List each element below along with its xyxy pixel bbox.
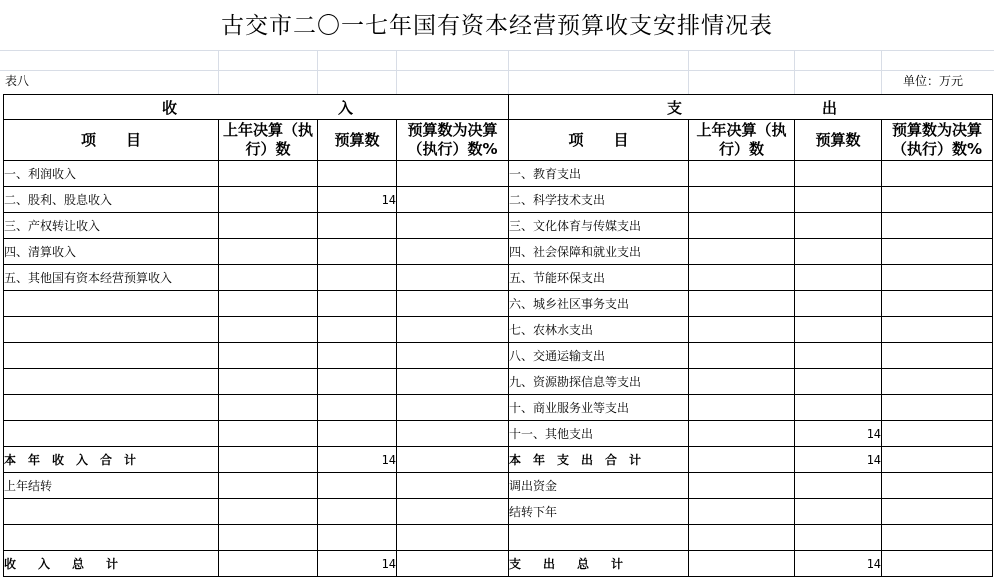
table-row — [4, 161, 993, 187]
expense-section-char: 支 — [667, 98, 683, 117]
income-ratio-cell[interactable] — [397, 265, 509, 291]
income-item-cell[interactable] — [4, 499, 219, 525]
section-header-row — [4, 95, 993, 120]
expense-ratio-header[interactable]: 预算数为决算（执行）数% — [882, 120, 993, 161]
expense-budget-cell[interactable]: 14 — [795, 551, 882, 577]
expense-item-cell[interactable]: 五、节能环保支出 — [509, 265, 689, 291]
expense-item-cell[interactable]: 四、社会保障和就业支出 — [509, 239, 689, 265]
expense-ratio-cell[interactable] — [882, 369, 993, 395]
income-budget-header[interactable]: 预算数 — [318, 120, 397, 161]
table-row — [4, 551, 993, 577]
income-item-header[interactable]: 项 目 — [4, 120, 219, 161]
expense-last-year-cell[interactable] — [689, 161, 795, 187]
gridline — [688, 50, 689, 94]
table-row — [4, 499, 993, 525]
income-item-cell[interactable] — [4, 421, 219, 447]
income-budget-cell[interactable]: 14 — [318, 551, 397, 577]
income-ratio-cell[interactable] — [397, 499, 509, 525]
income-budget-cell[interactable] — [318, 525, 397, 551]
expense-ratio-cell[interactable] — [882, 317, 993, 343]
expense-section-header[interactable] — [509, 95, 993, 120]
expense-ratio-cell[interactable] — [882, 187, 993, 213]
expense-last-year-cell[interactable] — [689, 317, 795, 343]
report-title: 古交市二〇一七年国有资本经营预算收支安排情况表 — [221, 13, 773, 39]
expense-last-year-cell[interactable] — [689, 369, 795, 395]
expense-budget-cell[interactable]: 14 — [795, 421, 882, 447]
expense-item-cell[interactable] — [509, 525, 689, 551]
expense-last-year-cell[interactable] — [689, 473, 795, 499]
income-item-cell[interactable] — [4, 317, 219, 343]
table-row — [4, 473, 993, 499]
expense-last-year-cell[interactable] — [689, 213, 795, 239]
expense-item-cell[interactable]: 一、教育支出 — [509, 161, 689, 187]
expense-last-year-cell[interactable] — [689, 551, 795, 577]
table-row — [4, 291, 993, 317]
income-budget-cell[interactable]: 14 — [318, 187, 397, 213]
expense-item-cell[interactable]: 调出资金 — [509, 473, 689, 499]
income-item-cell[interactable] — [4, 395, 219, 421]
expense-last-year-cell[interactable] — [689, 499, 795, 525]
income-budget-cell[interactable] — [318, 395, 397, 421]
income-last-year-cell[interactable] — [219, 473, 318, 499]
income-item-cell[interactable]: 二、股利、股息收入 — [4, 187, 219, 213]
expense-item-cell[interactable]: 六、城乡社区事务支出 — [509, 291, 689, 317]
expense-budget-cell[interactable] — [795, 291, 882, 317]
income-last-year-cell[interactable] — [219, 369, 318, 395]
gridline — [881, 50, 882, 94]
expense-budget-cell[interactable] — [795, 265, 882, 291]
expense-budget-cell[interactable] — [795, 395, 882, 421]
table-row — [4, 187, 993, 213]
table-number: 表八 — [5, 74, 30, 88]
expense-item-cell[interactable]: 支出总计 — [509, 551, 689, 577]
income-last-year-cell[interactable] — [219, 265, 318, 291]
expense-ratio-cell[interactable] — [882, 161, 993, 187]
expense-last-year-cell[interactable] — [689, 239, 795, 265]
unit-label: 单位：万元 — [903, 74, 964, 88]
income-item-cell[interactable]: 本年收入合计 — [4, 447, 219, 473]
expense-item-cell[interactable]: 本年支出合计 — [509, 447, 689, 473]
table-row — [4, 421, 993, 447]
gridline — [218, 50, 219, 94]
table-row — [4, 525, 993, 551]
gridline — [0, 50, 994, 51]
income-last-year-header[interactable]: 上年决算（执行）数 — [219, 120, 318, 161]
gridline — [396, 50, 397, 94]
income-budget-cell[interactable] — [318, 369, 397, 395]
income-ratio-cell[interactable] — [397, 187, 509, 213]
gridline — [508, 50, 509, 94]
income-last-year-cell[interactable] — [219, 525, 318, 551]
income-budget-cell[interactable] — [318, 213, 397, 239]
expense-item-cell[interactable]: 三、文化体育与传媒支出 — [509, 213, 689, 239]
income-ratio-cell[interactable] — [397, 447, 509, 473]
expense-ratio-cell[interactable] — [882, 499, 993, 525]
income-last-year-cell[interactable] — [219, 447, 318, 473]
expense-item-cell[interactable]: 七、农林水支出 — [509, 317, 689, 343]
expense-ratio-cell[interactable] — [882, 239, 993, 265]
income-ratio-cell[interactable] — [397, 291, 509, 317]
income-ratio-cell[interactable] — [397, 317, 509, 343]
expense-last-year-header[interactable]: 上年决算（执行）数 — [689, 120, 795, 161]
income-item-cell[interactable]: 三、产权转让收入 — [4, 213, 219, 239]
expense-budget-cell[interactable] — [795, 499, 882, 525]
expense-item-cell[interactable]: 十一、其他支出 — [509, 421, 689, 447]
expense-ratio-cell[interactable] — [882, 551, 993, 577]
income-item-cell[interactable]: 五、其他国有资本经营预算收入 — [4, 265, 219, 291]
expense-ratio-cell[interactable] — [882, 395, 993, 421]
gridline — [317, 50, 318, 94]
expense-section-label — [509, 97, 992, 118]
income-section-label — [4, 97, 508, 118]
income-budget-cell[interactable] — [318, 265, 397, 291]
income-budget-cell[interactable] — [318, 317, 397, 343]
income-item-cell[interactable] — [4, 369, 219, 395]
expense-item-header[interactable]: 项 目 — [509, 120, 689, 161]
income-ratio-cell[interactable] — [397, 473, 509, 499]
income-section-char: 入 — [338, 98, 354, 117]
expense-item-cell[interactable]: 八、交通运输支出 — [509, 343, 689, 369]
income-item-cell[interactable] — [4, 343, 219, 369]
income-item-cell[interactable]: 上年结转 — [4, 473, 219, 499]
table-row — [4, 369, 993, 395]
expense-ratio-cell[interactable] — [882, 291, 993, 317]
expense-item-cell[interactable]: 十、商业服务业等支出 — [509, 395, 689, 421]
income-ratio-header[interactable]: 预算数为决算（执行）数% — [397, 120, 509, 161]
table-row — [4, 239, 993, 265]
income-ratio-cell[interactable] — [397, 239, 509, 265]
expense-budget-cell[interactable] — [795, 473, 882, 499]
table-row — [4, 395, 993, 421]
income-ratio-cell[interactable] — [397, 525, 509, 551]
income-budget-cell[interactable] — [318, 421, 397, 447]
table-row — [4, 343, 993, 369]
income-last-year-cell[interactable] — [219, 291, 318, 317]
income-section-header[interactable] — [4, 95, 509, 120]
income-ratio-cell[interactable] — [397, 421, 509, 447]
income-last-year-cell[interactable] — [219, 499, 318, 525]
expense-item-cell[interactable]: 结转下年 — [509, 499, 689, 525]
expense-budget-cell[interactable] — [795, 213, 882, 239]
income-budget-cell[interactable] — [318, 239, 397, 265]
income-ratio-cell[interactable] — [397, 343, 509, 369]
income-ratio-cell[interactable] — [397, 551, 509, 577]
expense-last-year-cell[interactable] — [689, 265, 795, 291]
expense-item-cell[interactable]: 九、资源勘探信息等支出 — [509, 369, 689, 395]
expense-last-year-cell[interactable] — [689, 447, 795, 473]
income-budget-cell[interactable] — [318, 291, 397, 317]
expense-ratio-cell[interactable] — [882, 473, 993, 499]
income-item-cell[interactable]: 收入总计 — [4, 551, 219, 577]
table-row — [4, 447, 993, 473]
expense-last-year-cell[interactable] — [689, 421, 795, 447]
budget-table — [3, 94, 993, 577]
income-ratio-cell[interactable] — [397, 213, 509, 239]
expense-budget-cell[interactable] — [795, 343, 882, 369]
expense-last-year-cell[interactable] — [689, 291, 795, 317]
income-item-cell[interactable]: 一、利润收入 — [4, 161, 219, 187]
income-item-cell[interactable] — [4, 525, 219, 551]
income-item-cell[interactable]: 四、清算收入 — [4, 239, 219, 265]
income-last-year-cell[interactable] — [219, 317, 318, 343]
expense-ratio-cell[interactable] — [882, 447, 993, 473]
expense-ratio-cell[interactable] — [882, 213, 993, 239]
income-ratio-cell[interactable] — [397, 369, 509, 395]
expense-budget-cell[interactable] — [795, 161, 882, 187]
expense-last-year-cell[interactable] — [689, 395, 795, 421]
expense-ratio-cell[interactable] — [882, 343, 993, 369]
income-last-year-cell[interactable] — [219, 421, 318, 447]
table-row — [4, 317, 993, 343]
expense-budget-header[interactable]: 预算数 — [795, 120, 882, 161]
expense-section-char: 出 — [822, 98, 838, 117]
expense-ratio-cell[interactable] — [882, 265, 993, 291]
expense-ratio-cell[interactable] — [882, 421, 993, 447]
expense-budget-cell[interactable] — [795, 525, 882, 551]
expense-last-year-cell[interactable] — [689, 343, 795, 369]
expense-budget-cell[interactable] — [795, 369, 882, 395]
expense-budget-cell[interactable] — [795, 239, 882, 265]
income-budget-cell[interactable] — [318, 473, 397, 499]
income-budget-cell[interactable]: 14 — [318, 447, 397, 473]
income-item-cell[interactable] — [4, 291, 219, 317]
expense-budget-cell[interactable] — [795, 187, 882, 213]
gridline — [794, 50, 795, 94]
expense-last-year-cell[interactable] — [689, 525, 795, 551]
income-last-year-cell[interactable] — [219, 343, 318, 369]
income-ratio-cell[interactable] — [397, 395, 509, 421]
income-last-year-cell[interactable] — [219, 161, 318, 187]
income-last-year-cell[interactable] — [219, 239, 318, 265]
expense-budget-cell[interactable] — [795, 317, 882, 343]
income-budget-cell[interactable] — [318, 499, 397, 525]
income-budget-cell[interactable] — [318, 343, 397, 369]
income-section-char: 收 — [162, 98, 178, 117]
income-last-year-cell[interactable] — [219, 551, 318, 577]
expense-budget-cell[interactable]: 14 — [795, 447, 882, 473]
table-row — [4, 213, 993, 239]
column-header-row — [4, 120, 993, 161]
income-last-year-cell[interactable] — [219, 213, 318, 239]
income-ratio-cell[interactable] — [397, 161, 509, 187]
income-last-year-cell[interactable] — [219, 187, 318, 213]
expense-last-year-cell[interactable] — [689, 187, 795, 213]
expense-ratio-cell[interactable] — [882, 525, 993, 551]
expense-item-cell[interactable]: 二、科学技术支出 — [509, 187, 689, 213]
table-row — [4, 265, 993, 291]
income-last-year-cell[interactable] — [219, 395, 318, 421]
income-budget-cell[interactable] — [318, 161, 397, 187]
gridline — [0, 70, 994, 71]
